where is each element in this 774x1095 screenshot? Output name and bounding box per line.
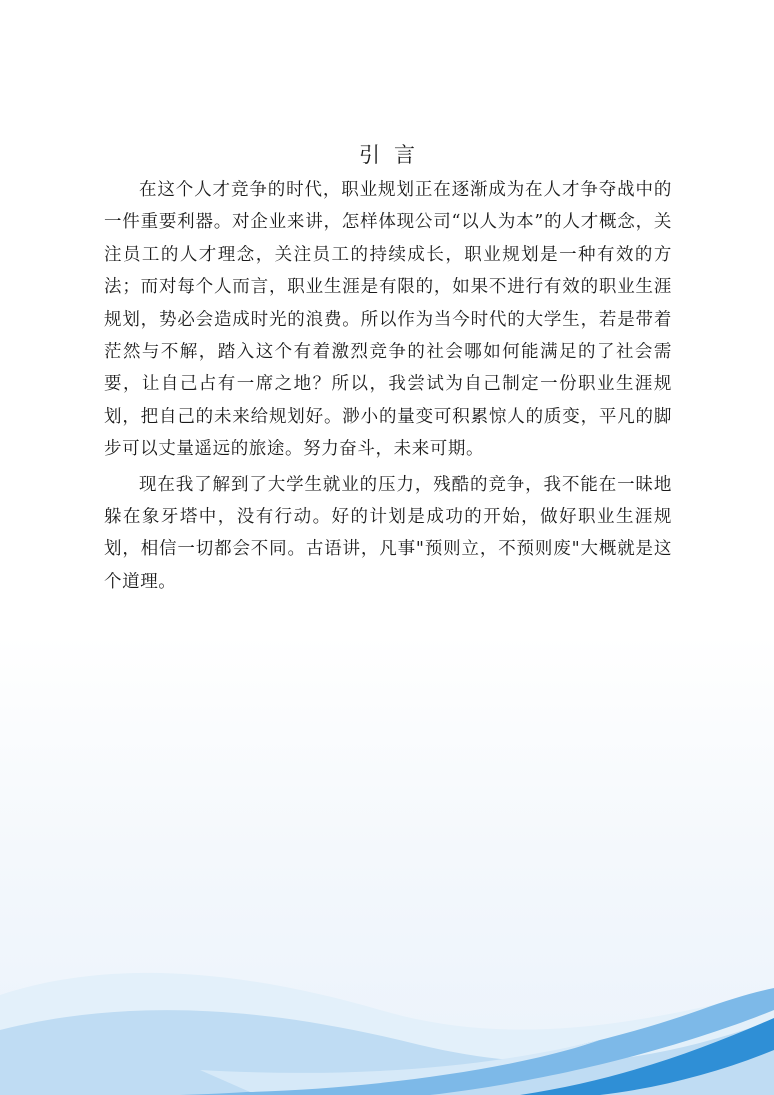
page-title: 引言 [359, 143, 429, 167]
paragraph-1: 在这个人才竞争的时代，职业规划正在逐渐成为在人才争夺战中的一件重要利器。对企业来讲，怎样体现公司“以人为本”的人才概念，关注员工的人才理念，关注员工的持续成长，职业规划是一种有效的方法；而对每个人而言，职业生涯是有限的，如果不进行有效的职业生涯规划，势必会造成时光的浪费。所以作为当今时代的大学生，若是带着茫然与不解，踏入这个有着激烈竞争的社会哪如何能满足的了社会需要，让自己占有一席之地？所以，我尝试为自己制定一份职业生涯规划，把自己的未来给规划好。渺小的量变可积累惊人的质变，平凡的脚步可以丈量遥远的旅途。努力奋斗，未来可期。 [104, 180, 672, 460]
decorative-wave-footer [0, 900, 774, 1095]
body-text [104, 174, 672, 601]
paragraph-2: 现在我了解到了大学生就业的压力，残酷的竞争，我不能在一昧地躲在象牙塔中，没有行动。好的计划是成功的开始，做好职业生涯规划，相信一切都会不同。古语讲，凡事"预则立，不预则废"大概就是这个道理。 [104, 474, 672, 592]
